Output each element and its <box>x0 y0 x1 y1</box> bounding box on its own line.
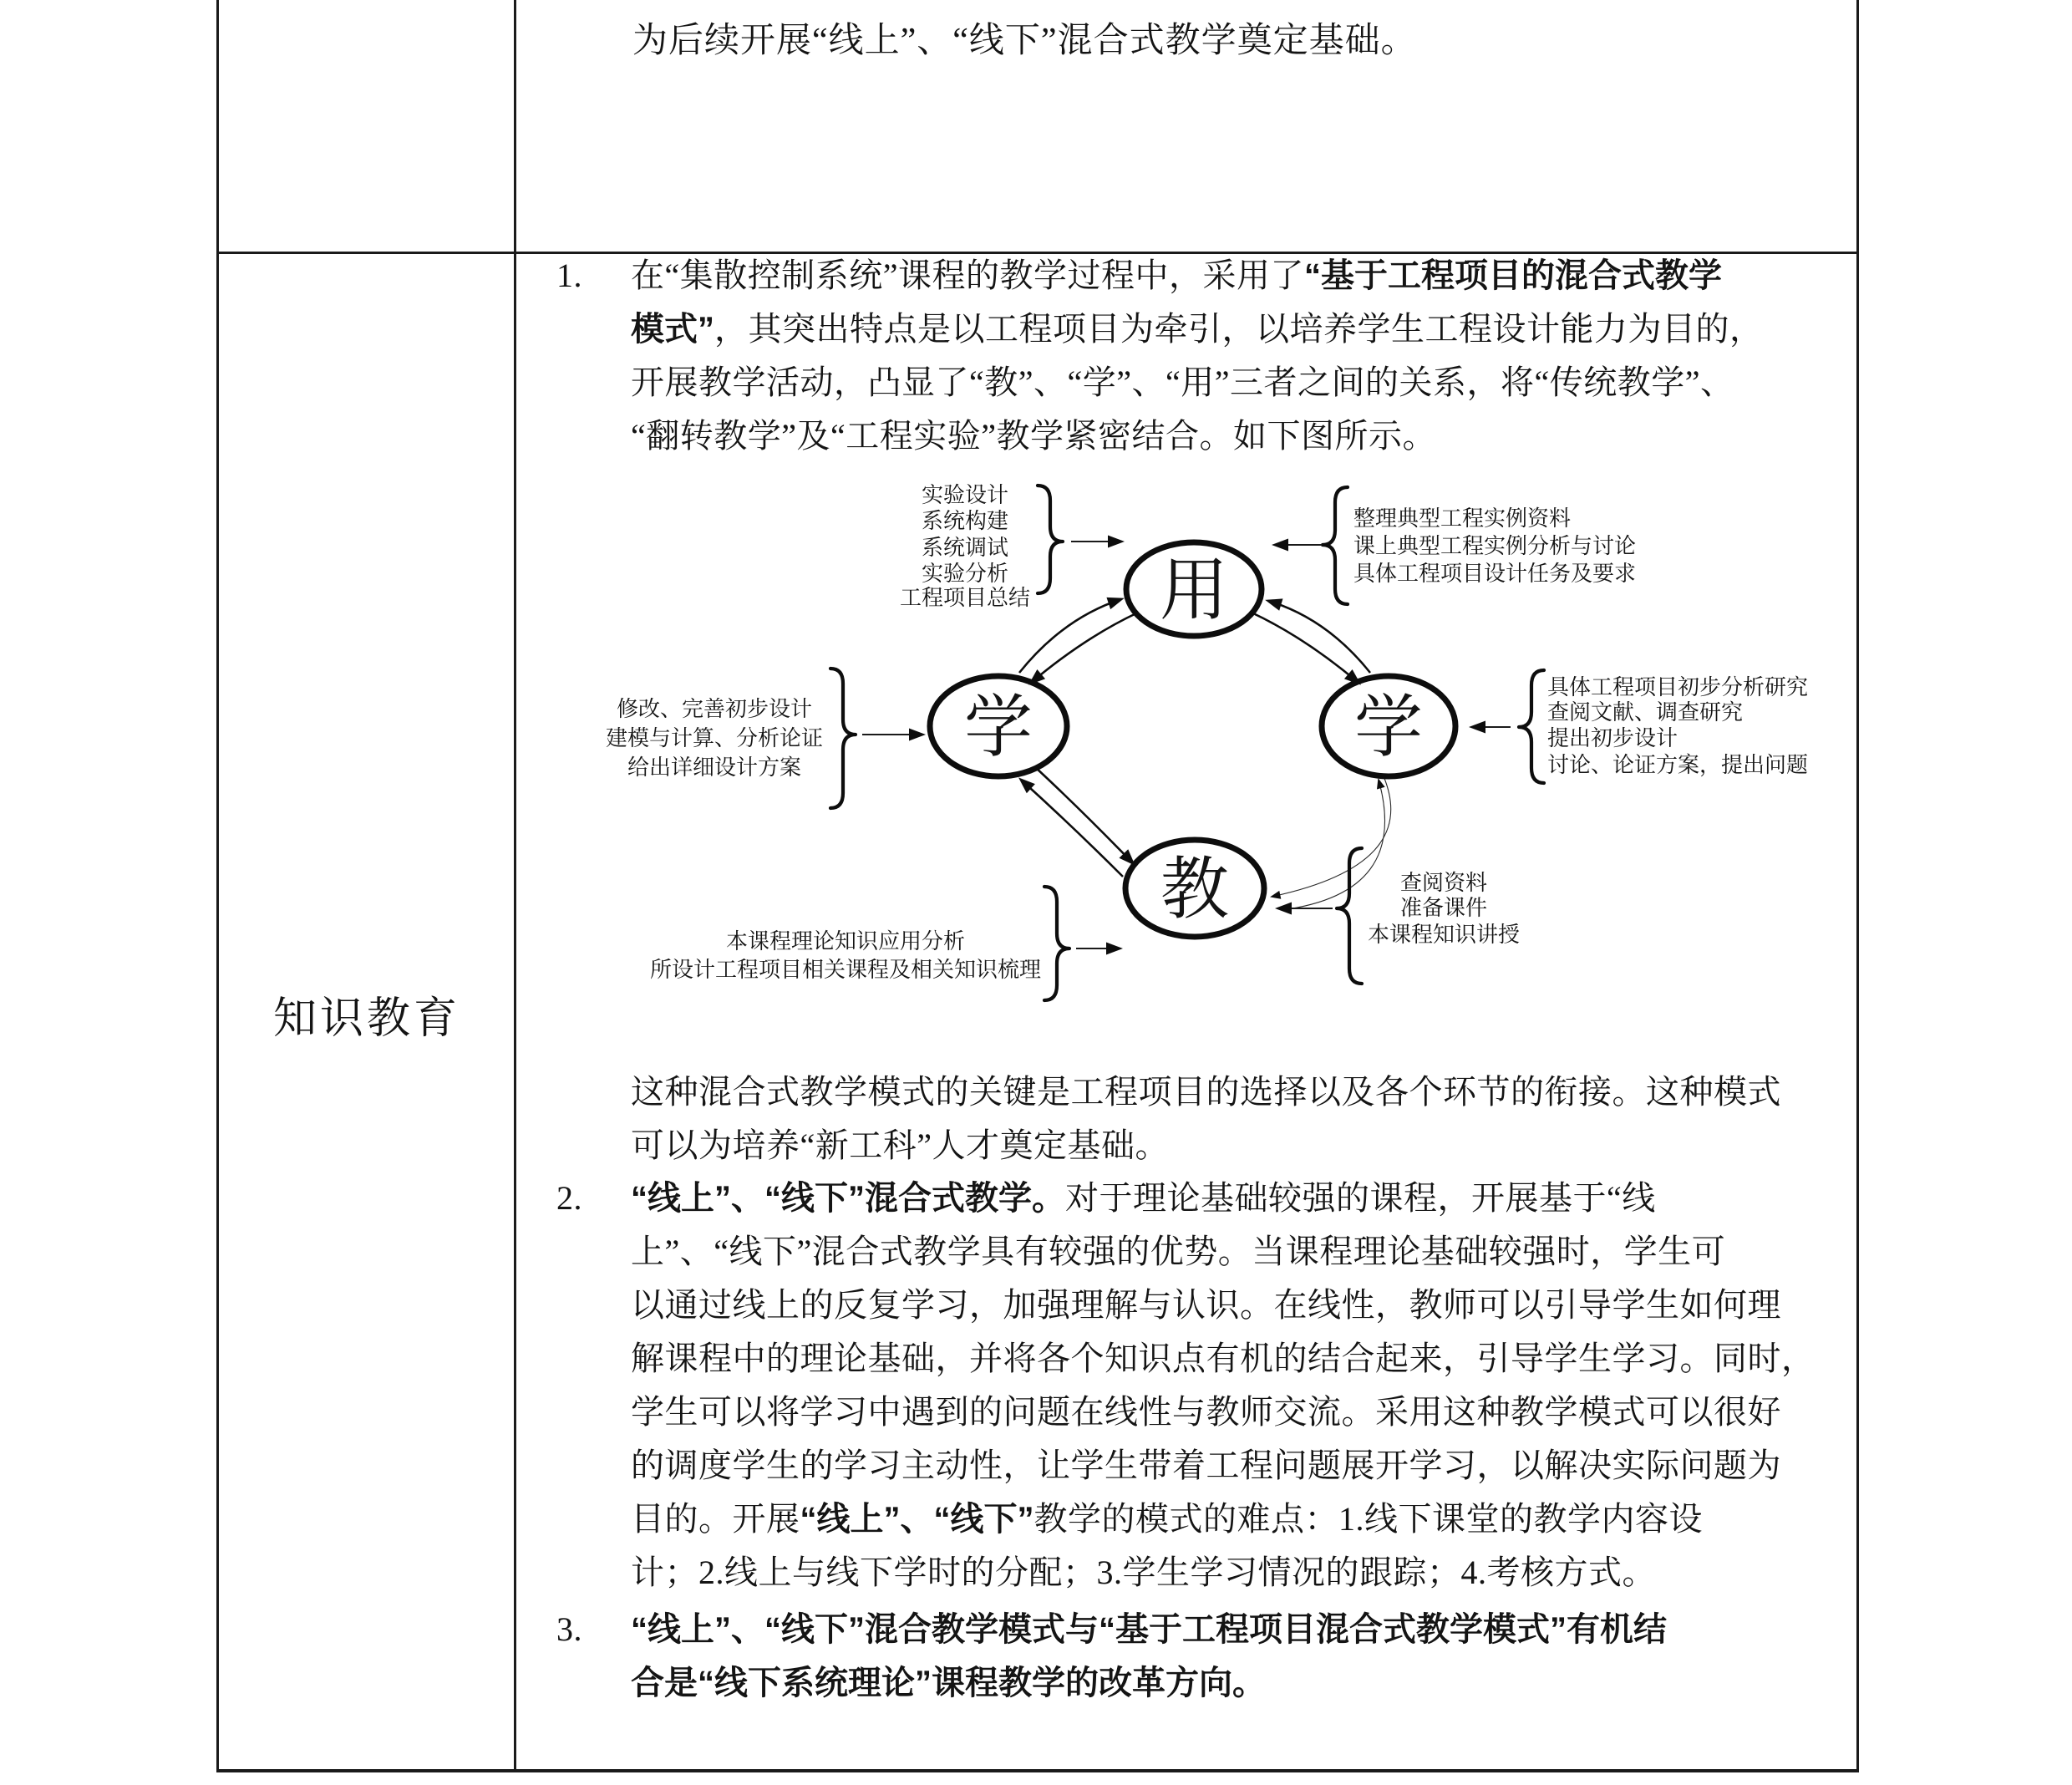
diagram-svg <box>518 464 1863 1049</box>
text-line <box>631 1501 1703 1538</box>
bold-text-segment: “线上”、“线下”混合教学模式与“基于工程项目混合式教学模式”有机结 <box>631 1611 1667 1648</box>
bold-text-segment: “基于工程项目的混合式教学 <box>1304 257 1723 294</box>
label-line: 准备课件 <box>1399 896 1488 920</box>
brace-mid-left <box>830 669 856 808</box>
text-segment: 上”、“线下”混合式教学具有较强的优势。当课程理论基础较强时，学生可 <box>631 1233 1726 1270</box>
text-segment: 的调度学生的学习主动性，让学生带着工程问题展开学习，以解决实际问题为 <box>631 1447 1781 1484</box>
arc-use-to-learnright <box>1252 613 1358 683</box>
text-segment: 可以为培养“新工科”人才奠定基础。 <box>631 1126 1170 1164</box>
node-learn-right-label: 学 <box>1353 689 1424 765</box>
label-line: 本课程知识讲授 <box>1367 923 1521 947</box>
label-line: 系统构建 <box>921 509 1009 533</box>
brace-bottom-left <box>1044 887 1069 1000</box>
text-line <box>631 1447 1781 1484</box>
bold-text-segment: “线上”、“线下”混合式教学。 <box>631 1180 1065 1217</box>
table-bottom-border <box>216 1769 1859 1772</box>
arc-use-to-learnleft <box>1031 613 1138 683</box>
table-row-divider <box>216 252 1859 254</box>
teaching-model-diagram <box>518 464 1863 1049</box>
text-segment: 计；2.线上与线下学时的分配；3.学生学习情况的跟踪；4.考核方式。 <box>631 1554 1656 1591</box>
label-group-top-right <box>1353 506 1636 586</box>
text-line <box>631 1233 1725 1270</box>
text-line <box>631 1665 1266 1701</box>
bold-text-segment: 模式” <box>631 311 714 348</box>
label-line: 系统调试 <box>921 536 1009 560</box>
text-line <box>631 1340 1816 1377</box>
arc-learnright-to-use <box>1268 601 1370 673</box>
list-number: 3. <box>556 1610 582 1648</box>
label-group-top-left <box>900 483 1030 610</box>
list-number: 1. <box>556 257 582 294</box>
label-group-mid-left <box>606 697 823 780</box>
label-line: 修改、完善初步设计 <box>616 697 813 721</box>
label-line: 实验设计 <box>921 483 1009 507</box>
text-segment: 教学的模式的难点：1.线下课堂的教学内容设 <box>1033 1500 1703 1538</box>
label-line: 所设计工程项目相关课程及相关知识梳理 <box>649 958 1042 982</box>
text-line <box>631 311 1764 348</box>
node-use-label: 用 <box>1159 552 1229 628</box>
text-line <box>556 1610 1667 1648</box>
table-border-left <box>216 0 219 1772</box>
label-line: 查阅文献、调查研究 <box>1547 700 1744 725</box>
label-group-mid-right <box>1547 675 1808 777</box>
brace-top-right <box>1323 487 1348 604</box>
label-group-bottom-left <box>650 929 1041 982</box>
label-line: 实验分析 <box>921 562 1009 586</box>
node-teach-label: 教 <box>1160 852 1230 928</box>
label-line: 给出详细设计方案 <box>627 755 802 780</box>
text-line <box>556 257 1723 294</box>
bold-text-segment: 合是“线下系统理论”课程教学的改革方向。 <box>631 1665 1266 1701</box>
text-segment: 解课程中的理论基础，并将各个知识点有机的结合起来，引导学生学习。同时， <box>631 1340 1816 1377</box>
text-segment: 目的。开展 <box>631 1500 800 1538</box>
brace-bottom-right <box>1337 848 1362 984</box>
label-line: 课上典型工程实例分析与讨论 <box>1353 534 1637 558</box>
text-segment: 这种混合式教学模式的关键是工程项目的选择以及各个环节的衔接。这种模式 <box>631 1073 1781 1111</box>
table-border-middle <box>514 0 516 1772</box>
text-segment: ，其突出特点是以工程项目为牵引，以培养学生工程设计能力为目的， <box>714 310 1764 348</box>
label-line: 提出初步设计 <box>1547 726 1678 750</box>
node-learn-left-label: 学 <box>963 689 1033 765</box>
brace-top-left <box>1038 486 1063 593</box>
text-line <box>631 1127 1169 1164</box>
label-line: 讨论、论证方案，提出问题 <box>1547 753 1809 777</box>
text-segment: 开展教学活动，凸显了“教”、“学”、“用”三者之间的关系，将“传统教学”、 <box>631 364 1734 401</box>
label-line: 整理典型工程实例资料 <box>1353 506 1572 531</box>
text-line <box>631 1287 1781 1324</box>
arc-teach-to-learnleft <box>1021 780 1123 877</box>
list-number: 2. <box>556 1179 582 1217</box>
text-segment: “翻转教学”及“工程实验”教学紧密结合。如下图所示。 <box>631 417 1437 455</box>
text-line <box>631 1394 1781 1431</box>
text-segment: 在“集散控制系统”课程的教学过程中，采用了 <box>631 257 1305 294</box>
text-segment: 对于理论基础较强的课程，开展基于“线 <box>1065 1179 1656 1217</box>
label-line: 工程项目总结 <box>899 586 1031 610</box>
label-line: 具体工程项目设计任务及要求 <box>1353 562 1637 586</box>
label-line: 查阅资料 <box>1399 871 1488 895</box>
row1-paragraph: 为后续开展“线上”、“线下”混合式教学奠定基础。 <box>632 22 1417 60</box>
label-line: 建模与计算、分析论证 <box>605 726 824 750</box>
arc-learnleft-to-use <box>1019 599 1121 673</box>
text-line <box>631 418 1436 455</box>
arc-learnright-to-teach-thin <box>1272 776 1391 897</box>
text-segment: 以通过线上的反复学习，加强理解与认识。在线性，教师可以引导学生如何理 <box>631 1286 1781 1324</box>
label-line: 本课程理论知识应用分析 <box>725 929 966 954</box>
text-segment: 学生可以将学习中遇到的问题在线性与教师交流。采用这种教学模式可以很好 <box>631 1393 1781 1431</box>
bold-text-segment: “线上”、“线下” <box>800 1501 1034 1538</box>
brace-mid-right <box>1519 670 1544 783</box>
text-line <box>631 364 1734 401</box>
arc-learnleft-to-teach <box>1034 766 1133 863</box>
label-line: 具体工程项目初步分析研究 <box>1547 675 1809 699</box>
text-line <box>631 1554 1656 1591</box>
label-group-bottom-right <box>1368 871 1520 947</box>
text-line <box>556 1179 1656 1217</box>
text-line <box>631 1074 1781 1111</box>
row-header-knowledge-education: 知识教育 <box>272 995 460 1043</box>
